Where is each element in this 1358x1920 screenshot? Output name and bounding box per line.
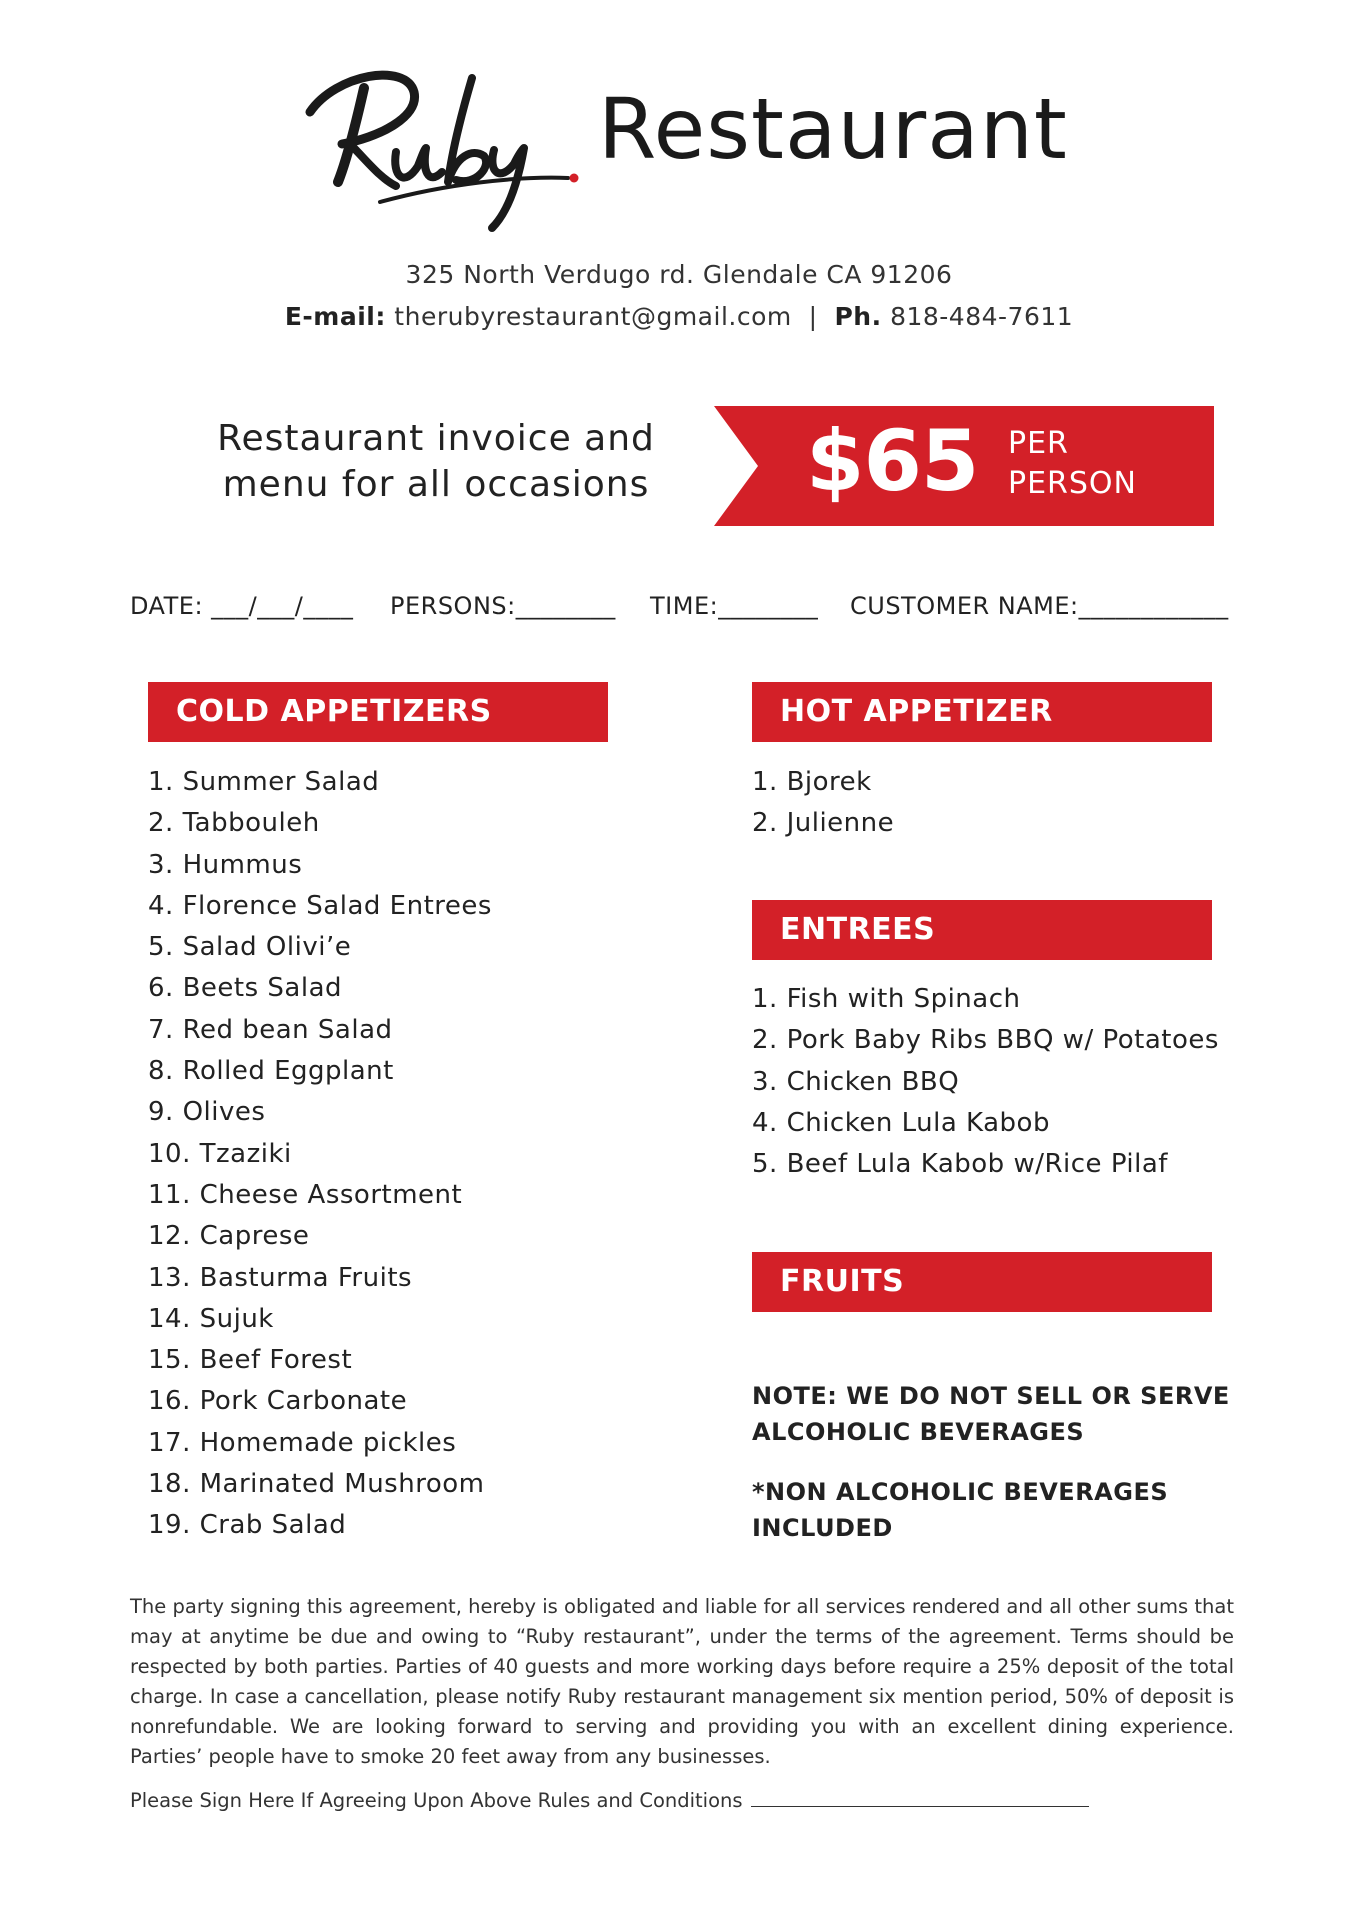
hot-appetizer-list (752, 762, 894, 845)
date-field[interactable]: DATE: ___/___/____ (130, 592, 354, 620)
terms-paragraph: The party signing this agreement, hereby is obligated and liable for all services rendered and all other sums that may at anytime be due and owing to “Ruby restaurant”, under the terms of the agreement. Terms should be respected by both parties. Parties of 40 guests and more working days before require a 25% deposit of the total charge. In case a cancellation, please notify Ruby restaurant management six mention period, 50% of deposit is nonrefundable. We are looking forward to serving and providing you with an excellent dining experience. Parties’ people have to smoke 20 feet away from any businesses. (130, 1595, 1234, 1768)
menu-item: 16. Pork Carbonate (148, 1386, 408, 1417)
menu-item: 1. Bjorek (752, 767, 872, 797)
menu-item: 2. Pork Baby Ribs BBQ w/ Potatoes (752, 1025, 1219, 1056)
contact-separator: | (808, 302, 818, 331)
menu-item: 19. Crab Salad (148, 1510, 347, 1541)
tagline-line-1: Restaurant invoice and (217, 418, 655, 459)
non-alcoholic-note-line-2: INCLUDED (752, 1514, 893, 1542)
signature-prompt: Please Sign Here If Agreeing Upon Above Rules and Conditions (130, 1789, 743, 1812)
menu-item: 12. Caprese (148, 1221, 310, 1252)
menu-item: 7. Red bean Salad (148, 1014, 393, 1045)
menu-item: 10. Tzaziki (148, 1138, 292, 1169)
ruby-script-logo (296, 52, 586, 232)
menu-item: 6. Beets Salad (148, 973, 343, 1004)
tagline (200, 416, 672, 508)
contact-line (0, 302, 1358, 331)
email-label: E-mail: (284, 302, 386, 331)
cold-appetizers-header: COLD APPETIZERS (148, 682, 608, 742)
menu-item: 1. Summer Salad (148, 767, 380, 797)
menu-item: 5. Salad Olivi’e (148, 932, 352, 963)
signature-line[interactable] (751, 1788, 1089, 1807)
email-value[interactable]: therubyrestaurant@gmail.com (394, 302, 792, 331)
customer-name-field[interactable]: CUSTOMER NAME:____________ (850, 592, 1229, 620)
phone-value[interactable]: 818-484-7611 (890, 302, 1074, 331)
address-line: 325 North Verdugo rd. Glendale CA 91206 (405, 260, 953, 289)
menu-item: 8. Rolled Eggplant (148, 1056, 394, 1087)
price-unit (1008, 424, 1137, 504)
menu-item: 3. Chicken BBQ (752, 1066, 960, 1097)
cold-appetizers-list (148, 762, 492, 1547)
menu-item: 2. Tabbouleh (148, 808, 320, 839)
restaurant-wordmark: Restaurant (598, 80, 1068, 178)
menu-item: 4. Chicken Lula Kabob (752, 1107, 1050, 1138)
fruits-header: FRUITS (752, 1252, 1212, 1312)
entrees-header: ENTREES (752, 900, 1212, 960)
menu-item: 18. Marinated Mushroom (148, 1469, 485, 1500)
phone-label: Ph. (834, 302, 882, 331)
alcohol-note-line-1: NOTE: WE DO NOT SELL OR SERVE (752, 1382, 1230, 1410)
menu-item: 5. Beef Lula Kabob w/Rice Pilaf (752, 1149, 1168, 1180)
hot-appetizer-header: HOT APPETIZER (752, 682, 1212, 742)
price-amount: $65 (806, 412, 979, 510)
tagline-line-2: menu for all occasions (222, 464, 650, 505)
alcohol-note-line-2: ALCOHOLIC BEVERAGES (752, 1418, 1085, 1446)
menu-item: 2. Julienne (752, 808, 895, 839)
menu-item: 4. Florence Salad Entrees (148, 890, 492, 921)
menu-item: 1. Fish with Spinach (752, 984, 1021, 1014)
entrees-list (752, 979, 1219, 1185)
price-unit-line-2: PERSON (1008, 466, 1137, 501)
signature-row (130, 1788, 1089, 1812)
menu-item: 15. Beef Forest (148, 1345, 353, 1376)
menu-item: 9. Olives (148, 1097, 266, 1128)
menu-item: 13. Basturma Fruits (148, 1262, 413, 1293)
menu-item: 14. Sujuk (148, 1303, 274, 1334)
non-alcoholic-note (752, 1474, 1168, 1546)
price-unit-line-1: PER (1008, 426, 1069, 461)
menu-item: 11. Cheese Assortment (148, 1179, 463, 1210)
menu-item: 3. Hummus (148, 849, 303, 880)
menu-item: 17. Homemade pickles (148, 1427, 457, 1458)
non-alcoholic-note-line-1: *NON ALCOHOLIC BEVERAGES (752, 1478, 1169, 1506)
persons-field[interactable]: PERSONS:________ (390, 592, 616, 620)
alcohol-note (752, 1378, 1230, 1450)
time-field[interactable]: TIME:________ (650, 592, 819, 620)
